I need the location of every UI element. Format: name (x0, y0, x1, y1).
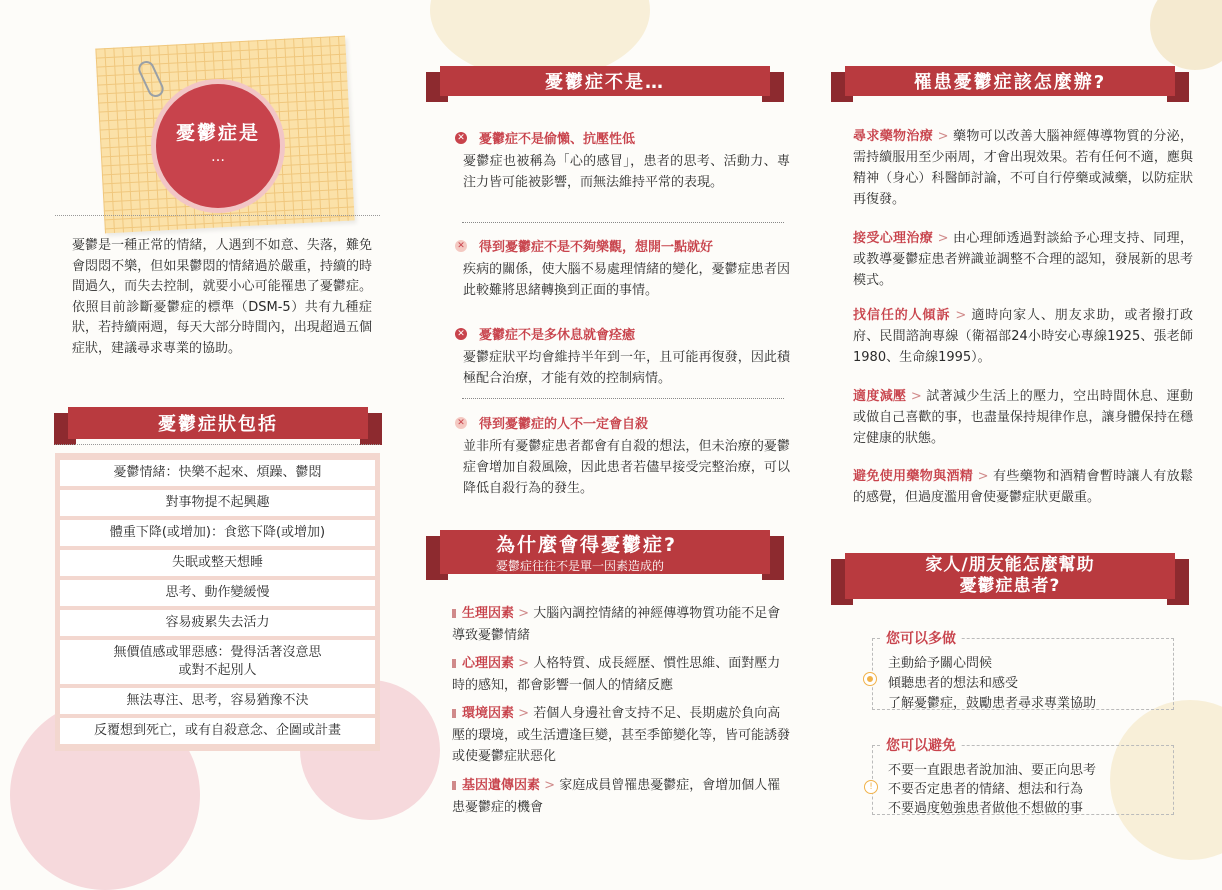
x-icon: ✕ (455, 417, 467, 429)
cause-item: 基因遺傳因素 > 家庭成員曾罹患憂鬱症，會增加個人罹患憂鬱症的機會 (452, 778, 781, 815)
warning-icon: ! (864, 780, 878, 794)
avoid-title: 您可以避免 (882, 735, 960, 755)
list-item: 對事物提不起興趣 (60, 490, 375, 516)
help-heading-line1: 家人/朋友能怎麼幫助 (925, 555, 1095, 575)
list-item: 體重下降(或增加)：食慾下降(或增加) (60, 520, 375, 546)
badge-ellipsis: … (211, 149, 225, 165)
badge-title-text: 憂鬱症是 (175, 122, 260, 144)
list-item: 思考、動作變緩慢 (60, 580, 375, 606)
symptoms-heading-text: 憂鬱症狀包括 (158, 414, 278, 435)
treatment-item: 尋求藥物治療 > 藥物可以改善大腦神經傳導物質的分泌，需持續服用至少兩周，才會出現效果。若有任何不適，應與精神（身心）科醫師討論，不可自行停藥或減藥，以防症狀再復發。 (853, 129, 1193, 207)
symptoms-list (55, 453, 380, 751)
avoid-item: 不要否定患者的情緒、想法和行為 (888, 782, 1084, 797)
treatment-item: 適度減壓 > 試著減少生活上的壓力，空出時間休息、運動或做自己喜歡的事，也盡量保持規律作息，讓身體保持在穩定健康的狀態。 (853, 389, 1193, 446)
can-do-item: 了解憂鬱症，鼓勵患者尋求專業協助 (888, 696, 1097, 711)
can-do-title: 您可以多做 (882, 628, 960, 648)
myth-item (455, 413, 790, 499)
why-subtitle: 憂鬱症往往不是單一因素造成的 (496, 559, 665, 573)
list-item: 容易疲累失去活力 (60, 610, 375, 636)
cause-item: 心理因素 > 人格特質、成長經歷、慣性思維、面對壓力時的感知，都會影響一個人的情緒反應 (452, 656, 781, 693)
myth-body: 並非所有憂鬱症患者都會有自殺的想法，但未治療的憂鬱症會增加自殺風險，因此患者若儘早接受完整治療，可以降低自殺行為的發生。 (463, 439, 790, 496)
avoid-item: 不要一直跟患者說加油、要正向思考 (888, 763, 1097, 778)
symptoms-heading (68, 407, 368, 439)
x-icon: ✕ (455, 132, 467, 144)
myth-heading: 得到憂鬱症不是不夠樂觀，想開一點就好 (479, 240, 714, 255)
divider (55, 215, 380, 216)
can-do-item: 傾聽患者的想法和感受 (888, 676, 1019, 691)
myth-item (455, 324, 790, 389)
circle-check-icon (864, 673, 876, 685)
can-do-item: 主動給予關心問候 (888, 656, 993, 671)
help-heading (845, 553, 1175, 599)
myth-item (455, 236, 790, 301)
cause-item: 生理因素 > 大腦內調控情緒的神經傳導物質功能不足會導致憂鬱情緒 (452, 606, 781, 643)
myth-heading: 得到憂鬱症的人不一定會自殺 (479, 417, 649, 432)
list-item: 失眠或整天想睡 (60, 550, 375, 576)
myth-body: 疾病的關係，使大腦不易處理情緒的變化，憂鬱症患者因此較難將思緒轉換到正面的事情。 (463, 262, 790, 298)
bullet-icon (452, 609, 456, 618)
list-item: 憂鬱情緒：快樂不起來、煩躁、鬱悶 (60, 460, 375, 486)
bullet-icon (452, 781, 456, 790)
divider (55, 444, 380, 445)
not-heading (440, 66, 770, 96)
list-item: 反覆想到死亡，或有自殺意念、企圖或計畫 (60, 718, 375, 744)
myth-heading: 憂鬱症不是偷懶、抗壓性低 (479, 132, 636, 147)
decorative-cream-blob (1150, 0, 1222, 70)
why-heading-text: 為什麼會得憂鬱症? (496, 534, 678, 556)
divider (462, 398, 784, 399)
cause-item: 環境因素 > 若個人身邊社會支持不足、長期處於負向高壓的環境，或生活遭逢巨變，甚至季節變化等，皆可能誘發或使憂鬱症狀惡化 (452, 706, 791, 764)
myth-body: 憂鬱症也被稱為「心的感冒」，患者的思考、活動力、專注力皆可能被影響，而無法維持平常的表現。 (463, 154, 790, 190)
why-heading (440, 530, 770, 574)
myth-item (455, 128, 790, 193)
treatment-item: 找信任的人傾訴 > 適時向家人、朋友求助，或者撥打政府、民間諮詢專線（衛福部24小時安心專線1925、張老師1980、生命線1995）。 (853, 308, 1193, 365)
x-icon: ✕ (455, 328, 467, 340)
list-item: 無價值感或罪惡感：覺得活著沒意思 或對不起別人 (60, 640, 375, 684)
badge-title (156, 84, 280, 208)
what-heading (845, 66, 1175, 96)
bullet-icon (452, 709, 456, 718)
what-heading-text: 罹患憂鬱症該怎麼辦? (913, 72, 1107, 93)
x-icon: ✕ (455, 240, 467, 252)
treatment-item: 避免使用藥物與酒精 > 有些藥物和酒精會暫時讓人有放鬆的感覺，但過度濫用會使憂鬱症狀更嚴重。 (853, 469, 1193, 505)
divider (462, 222, 784, 223)
intro-paragraph: 憂鬱是一種正常的情緒，人遇到不如意、失落，難免會悶悶不樂，但如果鬱悶的情緒過於嚴重，持續的時間過久，而失去控制，就要小心可能罹患了憂鬱症。依照目前診斷憂鬱症的標準（DSM-5）共有九種症狀，若持續兩週，每天大部分時間內，出現超過五個症狀，建議尋求專業的協助。 (72, 238, 372, 356)
bullet-icon (452, 659, 456, 668)
not-heading-text: 憂鬱症不是… (545, 72, 665, 93)
list-item: 無法專注、思考，容易猶豫不決 (60, 688, 375, 714)
myth-heading: 憂鬱症不是多休息就會痊癒 (479, 328, 636, 343)
avoid-item: 不要過度勉強患者做他不想做的事 (888, 801, 1084, 816)
myth-body: 憂鬱症狀平均會維持半年到一年，且可能再復發，因此積極配合治療，才能有效的控制病情。 (463, 350, 790, 386)
help-heading-line2: 憂鬱症患者? (959, 576, 1061, 596)
treatment-item: 接受心理治療 > 由心理師透過對談給予心理支持、同理，或教導憂鬱症患者辨識並調整不合理的認知，發展新的思考模式。 (853, 231, 1193, 288)
